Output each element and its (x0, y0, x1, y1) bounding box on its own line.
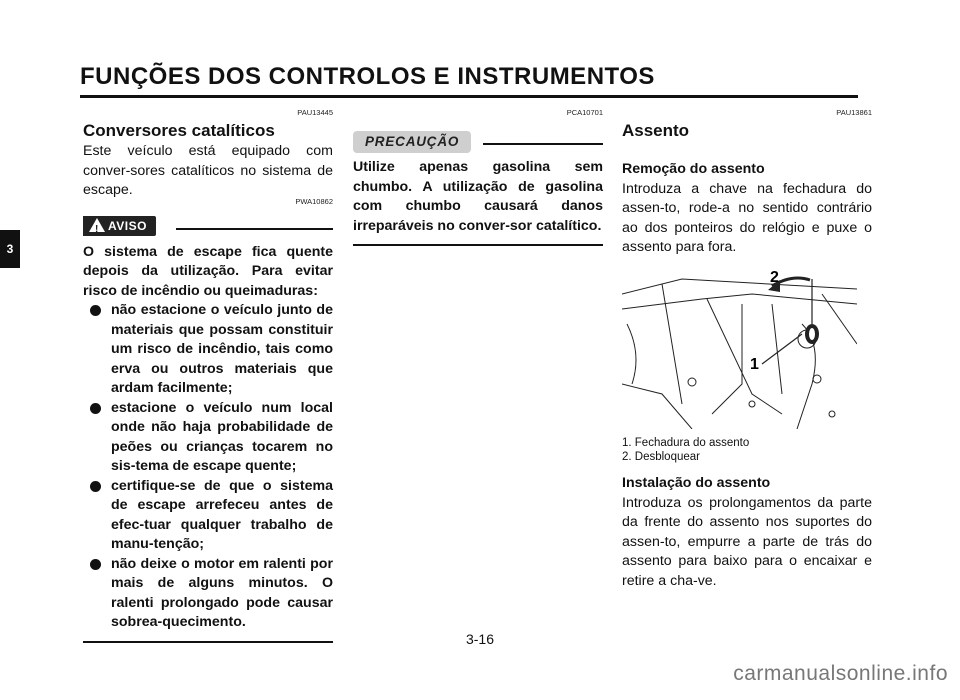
list-item (83, 555, 333, 633)
bullet-icon (90, 305, 101, 316)
list-item-text: não estacione o veículo junto de materiais que possam constituir um risco de incêndio, tais como erva ou outros materiais que ardam facilmente; (111, 302, 333, 396)
header-rule (80, 95, 858, 98)
warning-list (83, 301, 333, 633)
bullet-icon (90, 481, 101, 492)
caution-text: Utilize apenas gasolina sem chumbo. A utilização de gasolina com chumbo causará danos irreparáveis no conver-sor catalítico. (353, 159, 603, 234)
removal-text: Introduza a chave na fechadura do assen-to, rode-a no sentido contrário ao dos ponteiros do relógio e puxe o assento para fora. (622, 180, 872, 255)
figure-label-1: 1 (750, 355, 759, 373)
subheading-removal: Remoção do assento (622, 161, 765, 177)
figure-label-2: 2 (770, 268, 779, 286)
installation-text: Introduza os prolongamentos da parte da frente do assento nos suportes do assen-to, empurre a parte de trás do assento para baixo para o encaixar e retire a cha-ve. (622, 494, 872, 589)
section-code: PAU13861 (836, 108, 872, 117)
caption-1: 1. Fechadura do assento (622, 437, 750, 449)
caption-2: 2. Desbloquear (622, 450, 700, 463)
list-item-text: estacione o veículo num local onde não haja probabilidade de peões ou crianças tocarem no sis-tema de escape quente; (111, 399, 333, 474)
caution-rule (483, 143, 603, 145)
column-catalytic (83, 108, 333, 643)
column-caution (353, 108, 603, 246)
caution-bar (353, 130, 603, 154)
chapter-tab: 3 (0, 230, 20, 268)
section-heading: Conversores catalíticos (83, 121, 275, 140)
warning-triangle-icon: ! (89, 218, 105, 232)
figure-captions (622, 437, 872, 464)
caution-code: PCA10701 (566, 108, 603, 117)
watermark: carmanualsonline.info (733, 662, 948, 685)
list-item-text: não deixe o motor em ralenti por mais de alguns minutos. O ralenti prolongado pode causar sobrea-quecimento. (111, 555, 333, 630)
warning-bar (83, 215, 333, 237)
list-item (83, 301, 333, 399)
bullet-icon (90, 403, 101, 414)
caution-label: PRECAUÇÃO (353, 131, 471, 153)
bullet-icon (90, 559, 101, 570)
caution-end-rule (353, 244, 603, 246)
page-number: 3-16 (465, 631, 495, 647)
list-item-text: certifique-se de que o sistema de escape arrefeceu antes de efec-tuar qualquer trabalho de manu-tenção; (111, 477, 333, 552)
list-item (83, 477, 333, 555)
warning-label (83, 216, 156, 236)
warning-label-text: AVISO (108, 218, 147, 233)
seat-lock-illustration (622, 264, 857, 429)
list-item (83, 399, 333, 477)
column-seat (622, 108, 872, 591)
section-heading: Assento (622, 121, 690, 140)
warning-text: O sistema de escape fica quente depois da utilização. Para evitar risco de incêndio ou queimaduras: (83, 243, 333, 299)
warning-code: PWA10862 (295, 196, 333, 206)
intro-text: Este veículo está equipado com conver-sores catalíticos no sistema de escape. (83, 143, 333, 198)
warning-rule (176, 228, 333, 230)
subheading-installation: Instalação do assento (622, 475, 771, 491)
section-code: PAU13445 (297, 108, 333, 117)
page-header: FUNÇÕES DOS CONTROLOS E INSTRUMENTOS (80, 63, 655, 90)
